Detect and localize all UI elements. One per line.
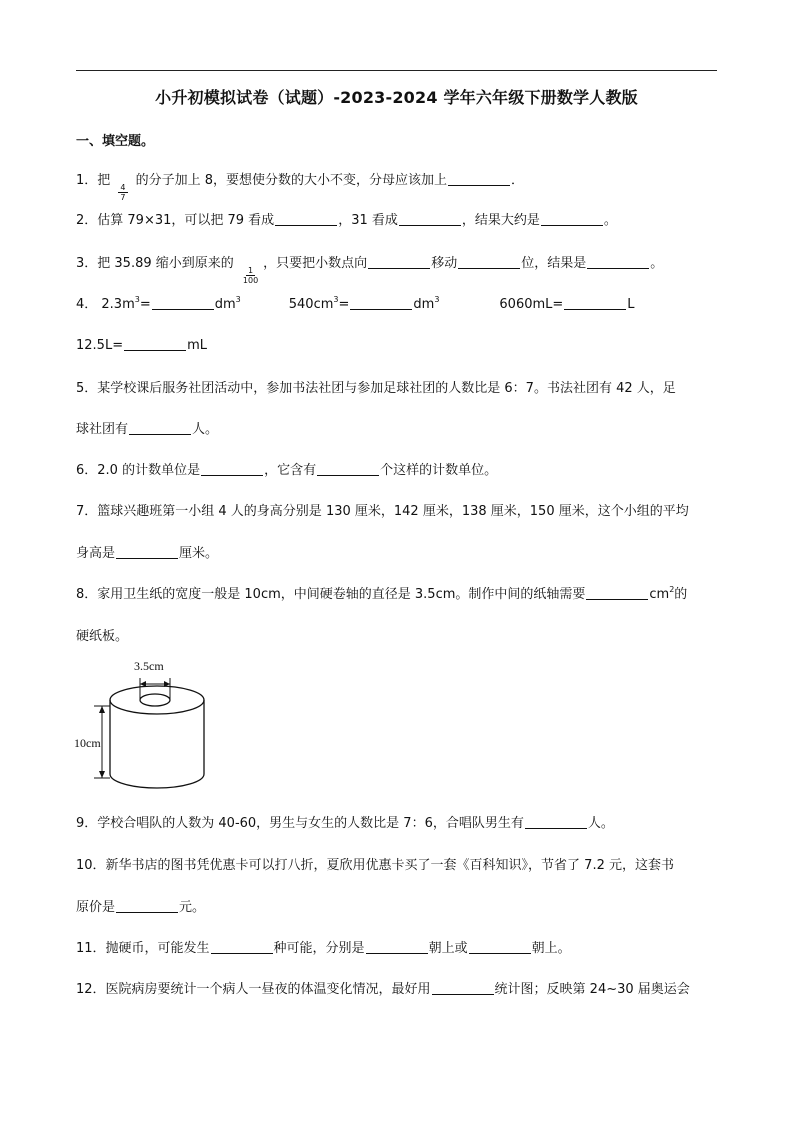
question-2: 2．估算 79×31，可以把 79 看成 ，31 看成 ，结果大约是 。 [76, 213, 617, 228]
answer-blank[interactable] [587, 255, 649, 269]
question-1: 1．把 $\frac{4}{7}$ 的分子加上 8，要想使分数的大小不变，分母应该加上 ． [76, 173, 525, 202]
question-10-continued: 原价是 元。 [76, 900, 206, 915]
page-title: 小升初模拟试卷（试题）-2023-2024 学年六年级下册数学人教版 [155, 88, 638, 107]
answer-blank[interactable] [432, 981, 494, 995]
question-7: 7．篮球兴趣班第一小组 4 人的身高分别是 130 厘米，142 厘米，138 厘米，150 厘米，这个小组的平均 [76, 504, 689, 519]
height-label: 10cm [74, 736, 101, 750]
answer-blank[interactable] [368, 255, 430, 269]
fraction: $\frac{1}{100}$ [242, 266, 259, 285]
diameter-label: 3.5cm [134, 659, 164, 673]
answer-blank[interactable] [564, 296, 626, 310]
answer-blank[interactable] [211, 940, 273, 954]
answer-blank[interactable] [448, 172, 510, 186]
question-5-continued: 球社团有 人。 [76, 422, 219, 437]
header-rule [76, 70, 717, 71]
cylinder-figure [72, 656, 222, 796]
question-9: 9．学校合唱队的人数为 40-60，男生与女生的人数比是 7：6，合唱队男生有 人。 [76, 816, 614, 831]
question-8: 8．家用卫生纸的宽度一般是 10cm，中间硬卷轴的直径是 3.5cm。制作中间的纸轴需要 $cm^2$的 [76, 585, 688, 602]
answer-blank[interactable] [525, 815, 587, 829]
answer-blank[interactable] [129, 421, 191, 435]
section-heading: 一、填空题。 [76, 134, 155, 149]
answer-blank[interactable] [124, 337, 186, 351]
question-6: 6．2.0 的计数单位是 ，它含有 个这样的计数单位。 [76, 463, 498, 478]
answer-blank[interactable] [152, 296, 214, 310]
question-12: 12．医院病房要统计一个病人一昼夜的体温变化情况，最好用 统计图；反映第 24~30 届奥运会 [76, 982, 690, 997]
question-3: 3．把 35.89 缩小到原来的 $\frac{1}{100}$ ，只要把小数点向 移动 位，结果是 。 [76, 256, 664, 285]
answer-blank[interactable] [317, 462, 379, 476]
question-11: 11．抛硬币，可能发生 种可能，分别是 朝上或 朝上。 [76, 941, 571, 956]
answer-blank[interactable] [469, 940, 531, 954]
question-5: 5．某学校课后服务社团活动中，参加书法社团与参加足球社团的人数比是 6：7。书法社团有 42 人，足 [76, 381, 676, 396]
question-7-continued: 身高是 厘米。 [76, 546, 219, 561]
answer-blank[interactable] [366, 940, 428, 954]
question-10: 10．新华书店的图书凭优惠卡可以打八折，夏欣用优惠卡买了一套《百科知识》，节省了 7.2 元，这套书 [76, 858, 674, 873]
answer-blank[interactable] [116, 899, 178, 913]
fraction: $\frac{4}{7}$ [120, 183, 126, 202]
question-8-continued: 硬纸板。 [76, 629, 129, 644]
answer-blank[interactable] [275, 212, 337, 226]
question-4-continued: 12.5L= mL [76, 338, 207, 353]
answer-blank[interactable] [350, 296, 412, 310]
answer-blank[interactable] [116, 545, 178, 559]
answer-blank[interactable] [541, 212, 603, 226]
question-4: 4． $2.3m^3= dm^3$ $540cm^3= dm^3$ 6060mL= L [76, 295, 635, 312]
answer-blank[interactable] [586, 586, 648, 600]
answer-blank[interactable] [399, 212, 461, 226]
answer-blank[interactable] [458, 255, 520, 269]
answer-blank[interactable] [201, 462, 263, 476]
